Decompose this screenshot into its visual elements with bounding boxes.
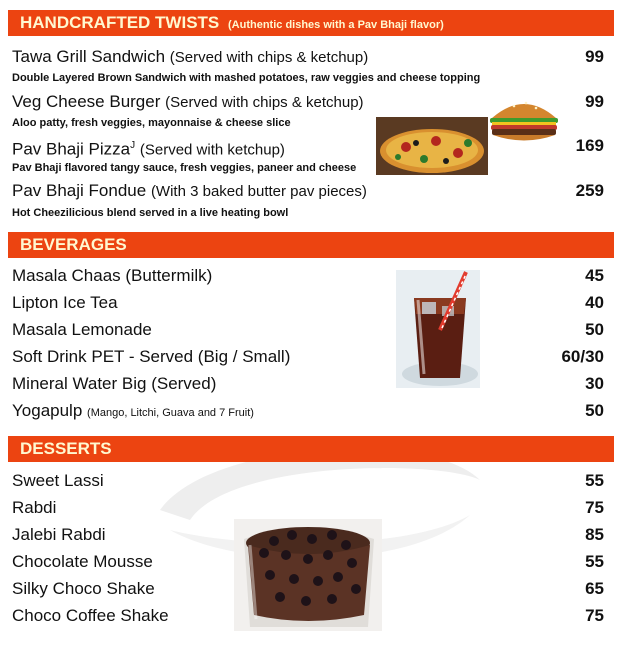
item-name: Chocolate Mousse bbox=[12, 552, 153, 571]
section-subtitle: (Authentic dishes with a Pav Bhaji flavor) bbox=[228, 19, 444, 31]
section-header-handcrafted-twists bbox=[8, 10, 614, 36]
item-note: (Served with chips & ketchup) bbox=[165, 94, 364, 111]
menu-item-yogapulp bbox=[12, 400, 604, 424]
item-name: Yogapulp bbox=[12, 401, 83, 420]
item-description: Double Layered Brown Sandwich with mashed potatoes, raw veggies and cheese topping bbox=[12, 72, 481, 84]
item-price: 50 bbox=[585, 320, 604, 339]
item-name: Pav Bhaji Pizza bbox=[12, 139, 131, 159]
item-description: Pav Bhaji flavored tangy sauce, fresh veggies, paneer and cheese bbox=[12, 162, 357, 174]
item-price: 75 bbox=[585, 498, 604, 517]
item-note: (Served with ketchup) bbox=[139, 141, 285, 159]
item-price: 85 bbox=[585, 525, 604, 544]
menu-item-lipton-ice-tea bbox=[12, 292, 604, 316]
item-name: Masala Chaas (Buttermilk) bbox=[12, 266, 213, 285]
item-name: Jalebi Rabdi bbox=[12, 525, 106, 544]
item-price: 99 bbox=[585, 92, 604, 111]
menu-item-mineral-water bbox=[12, 373, 604, 397]
menu-item-rabdi bbox=[12, 497, 604, 521]
item-name: Sweet Lassi bbox=[12, 471, 104, 490]
item-price: 55 bbox=[585, 471, 604, 490]
item-price: 169 bbox=[575, 136, 604, 155]
menu-item-soft-drink-pet bbox=[12, 346, 604, 370]
item-name: Pav Bhaji Fondue bbox=[12, 181, 147, 200]
item-price: 99 bbox=[585, 47, 604, 66]
item-description: Aloo patty, fresh veggies, mayonnaise & cheese slice bbox=[12, 117, 291, 129]
chocolate-mousse-image bbox=[234, 519, 382, 631]
item-price: 60/30 bbox=[561, 347, 604, 366]
item-name: Choco Coffee Shake bbox=[12, 606, 169, 625]
item-note: (Served with chips & ketchup) bbox=[169, 49, 369, 66]
item-name: Mineral Water Big (Served) bbox=[12, 374, 217, 393]
item-name: Tawa Grill Sandwich bbox=[12, 47, 166, 66]
menu-item-pav-bhaji-fondue bbox=[12, 180, 604, 204]
item-price: 40 bbox=[585, 293, 604, 312]
item-note: (With 3 baked butter pav pieces) bbox=[150, 183, 367, 200]
item-price: 65 bbox=[585, 579, 604, 598]
item-price: 50 bbox=[585, 401, 604, 420]
menu-item-masala-chaas bbox=[12, 265, 604, 289]
item-name: Lipton Ice Tea bbox=[12, 293, 118, 312]
section-header-beverages bbox=[8, 232, 614, 258]
item-description: Hot Cheezilicious blend served in a live heating bowl bbox=[12, 207, 289, 219]
section-title: HANDCRAFTED TWISTS bbox=[20, 13, 220, 32]
section-title: BEVERAGES bbox=[20, 235, 127, 254]
item-mark: J bbox=[130, 140, 136, 151]
menu-item-masala-lemonade bbox=[12, 319, 604, 343]
cola-glass-image bbox=[396, 270, 480, 388]
item-price: 45 bbox=[585, 266, 604, 285]
item-name: Veg Cheese Burger bbox=[12, 92, 161, 111]
item-name: Soft Drink PET - Served (Big / Small) bbox=[12, 347, 291, 366]
section-header-desserts bbox=[8, 436, 614, 462]
item-name: Rabdi bbox=[12, 498, 57, 517]
item-price: 75 bbox=[585, 606, 604, 625]
item-price: 30 bbox=[585, 374, 604, 393]
burger-image bbox=[486, 94, 562, 144]
item-price: 55 bbox=[585, 552, 604, 571]
item-price: 259 bbox=[575, 181, 604, 200]
section-title: DESSERTS bbox=[20, 439, 112, 458]
item-note: (Mango, Litchi, Guava and 7 Fruit) bbox=[87, 407, 254, 419]
item-name: Silky Choco Shake bbox=[12, 579, 155, 598]
menu-item-tawa-grill-sandwich bbox=[12, 46, 604, 70]
menu-item-sweet-lassi bbox=[12, 470, 604, 494]
pizza-image bbox=[376, 117, 488, 175]
item-name: Masala Lemonade bbox=[12, 320, 152, 339]
